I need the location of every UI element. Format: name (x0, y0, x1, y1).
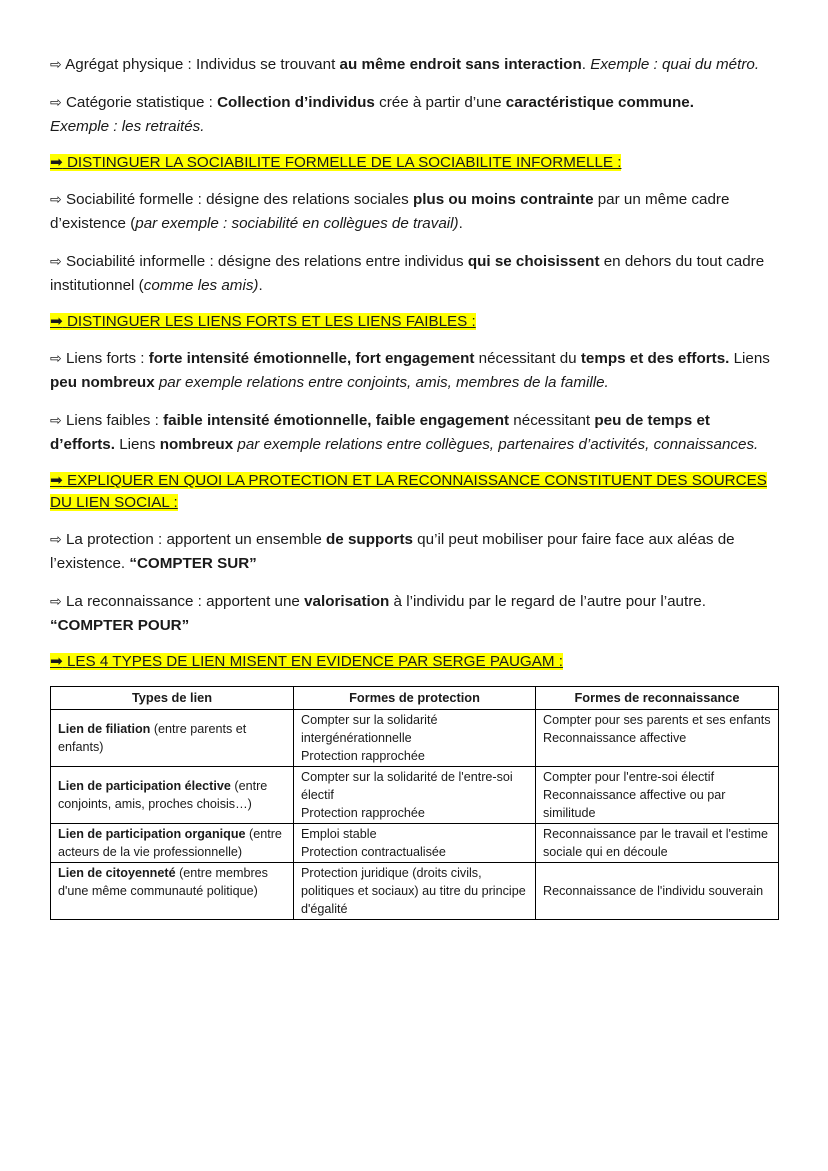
table-cell-reconnaissance: Reconnaissance de l'individu souverain (536, 863, 779, 920)
definition-sociabilite-formelle: ⇨ Sociabilité formelle : désigne des relations sociales plus ou moins contrainte par un même cadre d’existence (par exemple : sociabilité en collègues de travail). (50, 191, 730, 232)
definition-protection: ⇨ La protection : apportent un ensemble de supports qu’il peut mobiliser pour faire face aux aléas de l’existence. “COMPTER SUR” (50, 531, 735, 572)
definition-sociabilite-informelle: ⇨ Sociabilité informelle : désigne des relations entre individus qui se choisissent en dehors du tout cadre institutionnel (comme les amis). (50, 253, 765, 294)
section-heading-types-de-lien: ➡ LES 4 TYPES DE LIEN MISENT EN EVIDENCE PAR SERGE PAUGAM : (50, 653, 563, 670)
definition-categorie: ⇨ Catégorie statistique : Collection d’individus crée à partir d’une caractéristique commune. Exemple : les retraités. (50, 94, 694, 135)
right-arrow-icon: ➡ (50, 154, 63, 171)
right-arrow-icon: ➡ (50, 313, 63, 330)
table-cell-type: Lien de participation élective (entre conjoints, amis, proches choisis…) (51, 767, 294, 824)
table-cell-protection: Compter sur la solidarité de l'entre-soi électif Protection rapprochée (294, 767, 536, 824)
table-header: Types de lien (51, 687, 294, 710)
arrow-icon: ⇨ (50, 531, 62, 547)
definition-reconnaissance: ⇨ La reconnaissance : apportent une valorisation à l’individu par le regard de l’autre pour l’autre. “COMPTER POUR” (50, 593, 706, 634)
table-header-row (51, 687, 779, 710)
table-row (51, 767, 779, 824)
arrow-icon: ⇨ (50, 593, 62, 609)
table-cell-protection: Emploi stable Protection contractualisée (294, 824, 536, 863)
table-row (51, 710, 779, 767)
table-cell-type: Lien de participation organique (entre acteurs de la vie professionnelle) (51, 824, 294, 863)
section-heading-protection-reconnaissance: ➡ EXPLIQUER EN QUOI LA PROTECTION ET LA RECONNAISSANCE CONSTITUENT DES SOURCES DU LIEN SOCIAL : (50, 472, 767, 511)
table-row (51, 824, 779, 863)
arrow-icon: ⇨ (50, 350, 62, 366)
table-cell-type: Lien de citoyenneté (entre membres d'une même communauté politique) (51, 863, 294, 920)
definition-liens-faibles: ⇨ Liens faibles : faible intensité émotionnelle, faible engagement nécessitant peu de temps et d’efforts. Liens nombreux par exemple relations entre collègues, partenaires d’activités, connaissances. (50, 412, 759, 453)
table-cell-reconnaissance: Reconnaissance par le travail et l'estime sociale qui en découle (536, 824, 779, 863)
document-page (50, 52, 778, 920)
right-arrow-icon: ➡ (50, 653, 63, 670)
arrow-icon: ⇨ (50, 191, 62, 207)
table-row (51, 863, 779, 920)
right-arrow-icon: ➡ (50, 472, 63, 489)
table-cell-reconnaissance: Compter pour ses parents et ses enfants Reconnaissance affective (536, 710, 779, 767)
table-cell-protection: Compter sur la solidarité intergénérationnelle Protection rapprochée (294, 710, 536, 767)
table-cell-reconnaissance: Compter pour l'entre-soi électif Reconnaissance affective ou par similitude (536, 767, 779, 824)
table-cell-protection: Protection juridique (droits civils, politiques et sociaux) au titre du principe d'égalité (294, 863, 536, 920)
section-heading-sociabilite: ➡ DISTINGUER LA SOCIABILITE FORMELLE DE LA SOCIABILITE INFORMELLE : (50, 154, 622, 171)
arrow-icon: ⇨ (50, 94, 62, 110)
arrow-icon: ⇨ (50, 56, 62, 72)
types-de-lien-table (50, 686, 779, 920)
arrow-icon: ⇨ (50, 412, 62, 428)
section-heading-liens: ➡ DISTINGUER LES LIENS FORTS ET LES LIENS FAIBLES : (50, 313, 476, 330)
table-header: Formes de reconnaissance (536, 687, 779, 710)
definition-agregat: ⇨ Agrégat physique : Individus se trouvant au même endroit sans interaction. Exemple : quai du métro. (50, 56, 760, 73)
table-header: Formes de protection (294, 687, 536, 710)
table-cell-type: Lien de filiation (entre parents et enfants) (51, 710, 294, 767)
definition-liens-forts: ⇨ Liens forts : forte intensité émotionnelle, fort engagement nécessitant du temps et des efforts. Liens peu nombreux par exemple relations entre conjoints, amis, membres de la famille. (50, 350, 770, 391)
arrow-icon: ⇨ (50, 253, 62, 269)
